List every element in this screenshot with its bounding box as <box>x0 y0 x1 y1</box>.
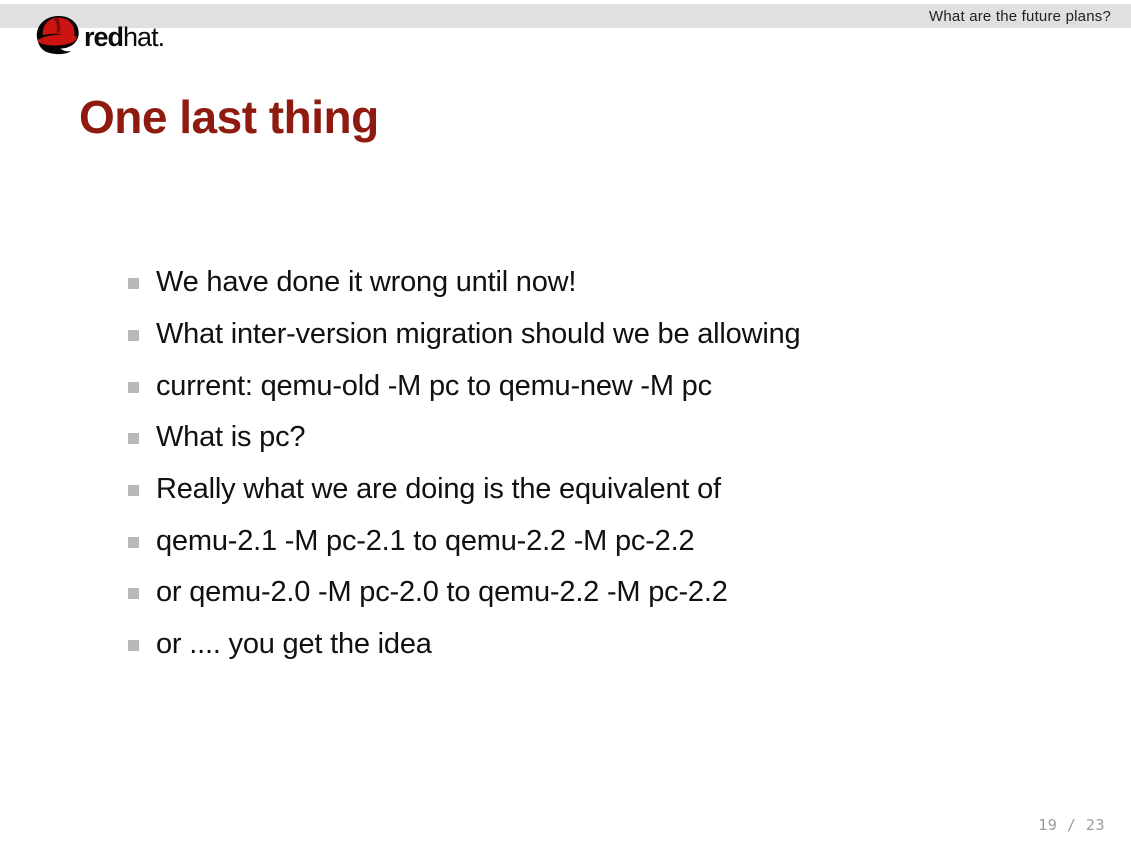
bullet-square-icon <box>128 640 139 651</box>
bullet-square-icon <box>128 433 139 444</box>
section-header-title: What are the future plans? <box>929 7 1111 25</box>
bullet-text: What is pc? <box>156 421 306 454</box>
redhat-fedora-icon <box>32 11 82 56</box>
redhat-logo-wordmark <box>84 16 164 51</box>
redhat-logo <box>32 11 164 56</box>
bullet-square-icon <box>128 485 139 496</box>
bullet-text: current: qemu-old -M pc to qemu-new -M pc <box>156 369 712 402</box>
bullet-square-icon <box>128 330 139 341</box>
bullet-text: or .... you get the idea <box>156 628 432 661</box>
bullet-item <box>128 412 1028 464</box>
bullet-item <box>128 567 1028 619</box>
slide-title: One last thing <box>79 91 379 143</box>
bullet-square-icon <box>128 382 139 393</box>
logo-word-hat: hat. <box>123 22 165 52</box>
bullet-list <box>128 257 1028 671</box>
page-number: 19 / 23 <box>1038 816 1105 834</box>
bullet-text: qemu-2.1 -M pc-2.1 to qemu-2.2 -M pc-2.2 <box>156 524 695 557</box>
bullet-text: or qemu-2.0 -M pc-2.0 to qemu-2.2 -M pc-2.2 <box>156 576 728 609</box>
bullet-square-icon <box>128 537 139 548</box>
header-bar <box>0 4 1131 28</box>
bullet-text: We have done it wrong until now! <box>156 266 577 299</box>
bullet-item <box>128 309 1028 361</box>
bullet-text: What inter-version migration should we be allowing <box>156 318 801 351</box>
bullet-square-icon <box>128 588 139 599</box>
bullet-item <box>128 257 1028 309</box>
bullet-square-icon <box>128 278 139 289</box>
logo-word-red: red <box>84 22 124 52</box>
bullet-item <box>128 464 1028 516</box>
bullet-text: Really what we are doing is the equivalent of <box>156 473 721 506</box>
bullet-item <box>128 619 1028 671</box>
bullet-item <box>128 515 1028 567</box>
bullet-item <box>128 360 1028 412</box>
